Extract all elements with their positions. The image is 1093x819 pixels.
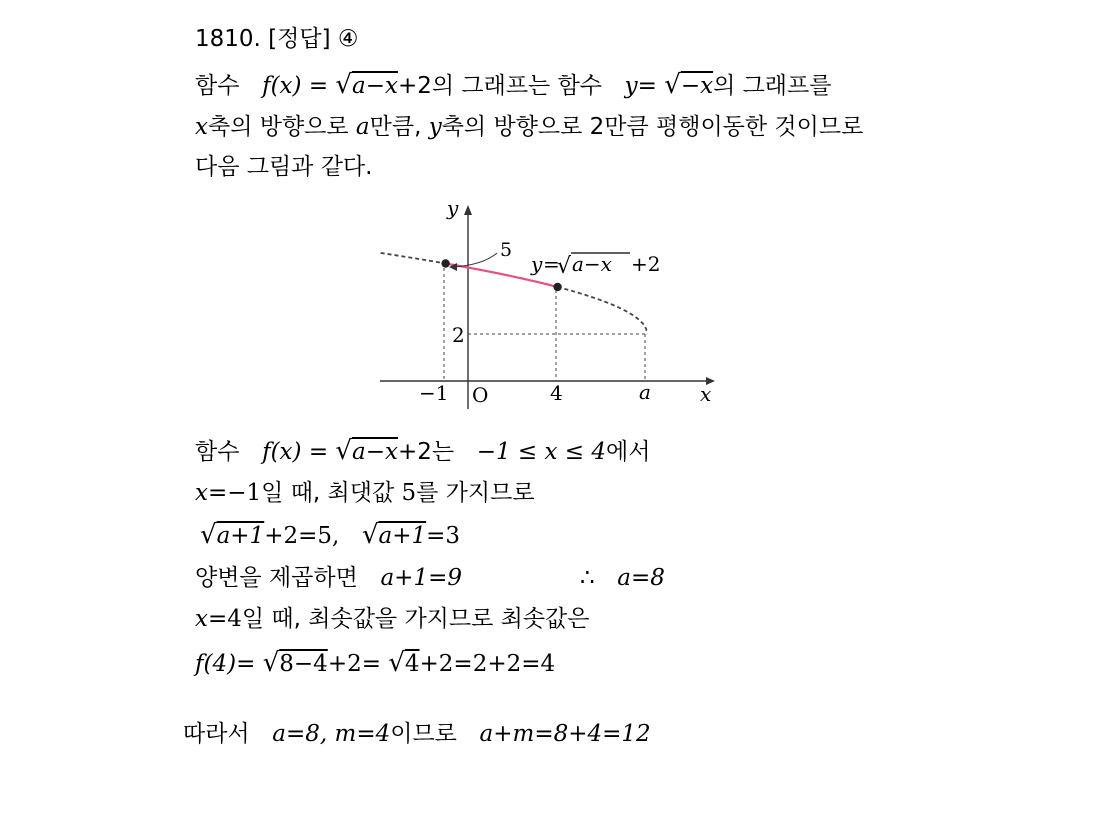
math-result: a+m=8+4=12 [479, 721, 651, 747]
sqrt-sign: √ [361, 520, 379, 550]
math-text: =3 [426, 523, 461, 549]
solution-line-1 [195, 436, 650, 467]
text: 에서 [606, 439, 651, 465]
tick-x-neg1: −1 [419, 381, 449, 405]
text: 따라서 [183, 721, 250, 747]
math-text: +2= [327, 651, 381, 677]
sqrt-content: a−x [351, 439, 398, 465]
tick-x-a: a [639, 380, 651, 404]
answer-label: [정답] [268, 26, 331, 52]
problem-header [195, 24, 359, 54]
sqrt-content: a+1 [378, 523, 427, 549]
sqrt-content: 8−4 [279, 651, 328, 677]
tick-x-4: 4 [550, 381, 563, 405]
solution-line-2 [195, 478, 535, 508]
text: 축의 방향으로 [207, 114, 349, 140]
sqrt-sign: √ [262, 648, 280, 678]
math-a: a [355, 114, 370, 140]
text: +2의 그래프는 함수 [397, 73, 603, 99]
text: 함수 [195, 73, 240, 99]
intro-line-2 [195, 112, 863, 142]
intro-line-1 [195, 70, 831, 101]
math-fx: f(x) [262, 73, 302, 99]
text: 일 때, 최댓값 [261, 480, 395, 506]
text: 이므로 [390, 721, 457, 747]
math-text: +2=5, [264, 523, 340, 549]
math-f4: f(4) [195, 651, 237, 677]
curve-label-sqrt-icon: √ [557, 254, 572, 279]
sqrt-sign: √ [335, 436, 352, 466]
sqrt-sign: √ [664, 70, 681, 100]
math-eq: = [236, 651, 256, 677]
label-5: 5 [500, 239, 513, 261]
solution-line-5 [195, 604, 590, 634]
curve-dashed-left [381, 253, 446, 264]
text: 양변을 제곱하면 [195, 565, 358, 591]
math-y: y [624, 73, 638, 99]
sqrt-content: a−x [351, 73, 398, 99]
math-eq: = [308, 439, 329, 465]
math-range: −1 ≤ x ≤ 4 [476, 439, 606, 465]
sqrt-content: −x [680, 73, 714, 99]
math-eq: = [308, 73, 329, 99]
text: +2는 [397, 439, 455, 465]
curve-label-y: y [531, 252, 543, 276]
curve-dashed-right [558, 287, 648, 334]
sqrt-content: 4 [404, 651, 420, 677]
answer-value: ④ [337, 26, 359, 52]
math-eq: =4 [207, 606, 242, 632]
math-a-m: a=8, m=4 [272, 721, 391, 747]
curve-label-plus: +2 [631, 252, 661, 276]
math-x: x [195, 114, 208, 140]
math-x: x [195, 480, 208, 506]
math-y: y [428, 114, 442, 140]
sqrt-sign: √ [200, 520, 217, 550]
problem-number: 1810. [195, 26, 261, 52]
conclusion-line [183, 719, 651, 749]
y-axis-arrow-icon [464, 205, 472, 215]
solution-line-6 [195, 648, 555, 679]
text: 함수 [195, 439, 240, 465]
sqrt-content: a+1 [216, 523, 265, 549]
math-5: 5 [401, 480, 417, 506]
curve-point-1 [441, 259, 449, 267]
y-axis-label: y [447, 196, 459, 220]
text: 축의 방향으로 2만큼 평행이동한 것이므로 [441, 114, 864, 140]
math-eq: =−1 [207, 480, 262, 506]
therefore-symbol: ∴ [580, 565, 595, 591]
math-x: x [195, 606, 208, 632]
solution-line-3 [200, 520, 460, 551]
text: 의 그래프를 [713, 73, 832, 99]
curve-point-2 [553, 283, 561, 291]
text: 를 가지므로 [416, 480, 535, 506]
sqrt-sign: √ [335, 70, 352, 100]
sqrt-sign: √ [388, 648, 405, 678]
curve-label-eq: = [543, 252, 560, 276]
curve-label-sqrt-content: a−x [572, 252, 612, 276]
math-eq: = [637, 73, 657, 99]
function-graph [375, 195, 720, 415]
text: 일 때, 최솟값을 가지므로 최솟값은 [241, 606, 590, 632]
solution-line-4 [195, 563, 462, 593]
tick-y-2: 2 [452, 323, 465, 347]
x-axis-label: x [700, 382, 712, 406]
intro-line-3: 다음 그림과 같다. [195, 154, 373, 180]
math-fx: f(x) [262, 439, 302, 465]
origin-label: O [472, 383, 489, 407]
text: 만큼, [369, 114, 422, 140]
math-text: +2=2+2=4 [419, 651, 556, 677]
curve-equation-label [530, 252, 660, 279]
math-eq: a+1=9 [380, 565, 462, 591]
solution-line-4-result [580, 563, 665, 593]
math-result: a=8 [617, 565, 665, 591]
